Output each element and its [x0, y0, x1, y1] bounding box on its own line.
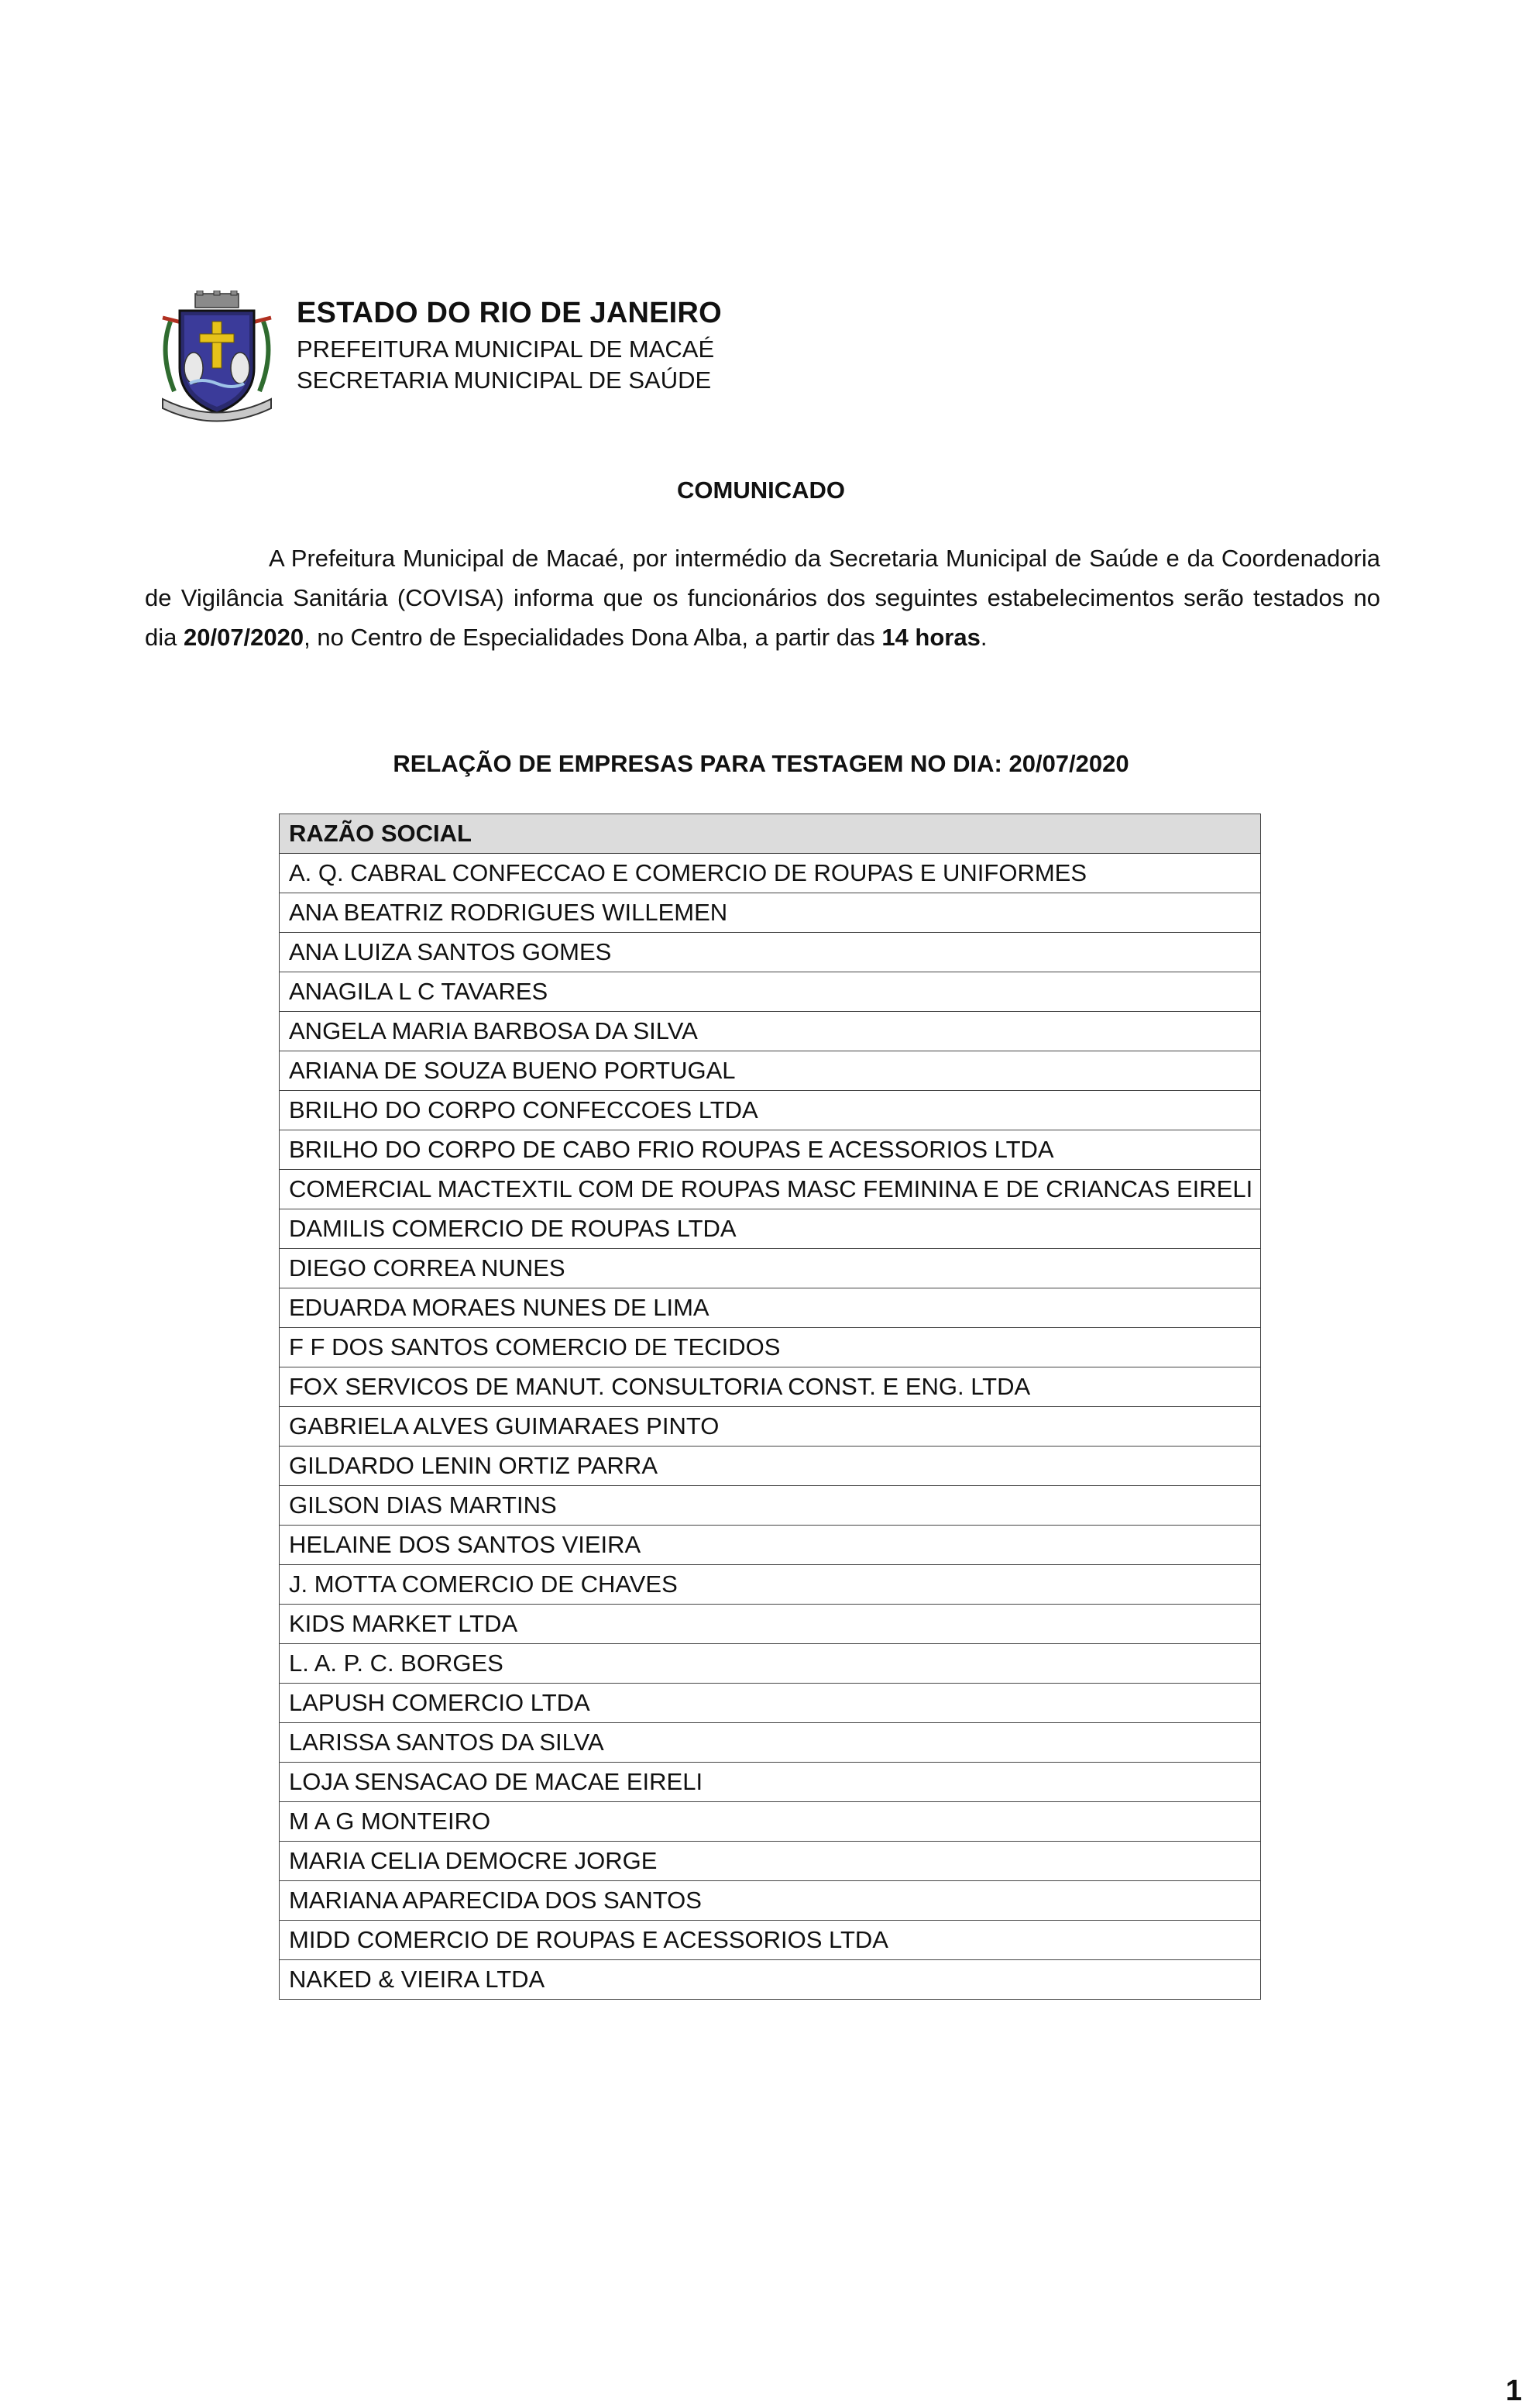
- companies-list-title: RELAÇÃO DE EMPRESAS PARA TESTAGEM NO DIA: 20/07/2020: [393, 750, 1129, 777]
- company-name-cell: ANGELA MARIA BARBOSA DA SILVA: [280, 1012, 1261, 1051]
- company-name-cell: ANAGILA L C TAVARES: [280, 972, 1261, 1012]
- company-name-cell: KIDS MARKET LTDA: [280, 1605, 1261, 1644]
- table-row: [280, 1644, 1261, 1684]
- companies-table: [279, 814, 1261, 2000]
- company-name-cell: GABRIELA ALVES GUIMARAES PINTO: [280, 1407, 1261, 1447]
- company-name-cell: LOJA SENSACAO DE MACAE EIRELI: [280, 1763, 1261, 1802]
- table-header-row: [280, 814, 1261, 854]
- table-row: [280, 1802, 1261, 1842]
- test-date: 20/07/2020: [183, 624, 304, 651]
- company-name-cell: NAKED & VIEIRA LTDA: [280, 1960, 1261, 2000]
- company-name-cell: GILSON DIAS MARTINS: [280, 1486, 1261, 1526]
- company-name-cell: HELAINE DOS SANTOS VIEIRA: [280, 1526, 1261, 1565]
- table-row: [280, 1921, 1261, 1960]
- company-name-cell: LAPUSH COMERCIO LTDA: [280, 1684, 1261, 1723]
- company-name-cell: ANA BEATRIZ RODRIGUES WILLEMEN: [280, 893, 1261, 933]
- table-row: [280, 1407, 1261, 1447]
- table-row: [280, 1288, 1261, 1328]
- table-row: [280, 1209, 1261, 1249]
- company-name-cell: DIEGO CORREA NUNES: [280, 1249, 1261, 1288]
- table-row: [280, 1763, 1261, 1802]
- company-name-cell: BRILHO DO CORPO CONFECCOES LTDA: [280, 1091, 1261, 1130]
- company-name-cell: F F DOS SANTOS COMERCIO DE TECIDOS: [280, 1328, 1261, 1367]
- announcement-paragraph: [145, 538, 1380, 657]
- table-row: [280, 1960, 1261, 2000]
- table-row: [280, 1526, 1261, 1565]
- table-row: [280, 1091, 1261, 1130]
- table-row: [280, 1051, 1261, 1091]
- table-row: [280, 854, 1261, 893]
- table-row: [280, 1328, 1261, 1367]
- company-name-cell: LARISSA SANTOS DA SILVA: [280, 1723, 1261, 1763]
- table-row: [280, 1447, 1261, 1486]
- table-row: [280, 1842, 1261, 1881]
- company-name-cell: A. Q. CABRAL CONFECCAO E COMERCIO DE ROUPAS E UNIFORMES: [280, 854, 1261, 893]
- table-row: [280, 1723, 1261, 1763]
- table-row: [280, 1130, 1261, 1170]
- table-row: [280, 933, 1261, 972]
- table-row: [280, 1565, 1261, 1605]
- table-row: [280, 972, 1261, 1012]
- company-name-cell: EDUARDA MORAES NUNES DE LIMA: [280, 1288, 1261, 1328]
- company-name-cell: BRILHO DO CORPO DE CABO FRIO ROUPAS E ACESSORIOS LTDA: [280, 1130, 1261, 1170]
- company-name-cell: MARIA CELIA DEMOCRE JORGE: [280, 1842, 1261, 1881]
- company-name-cell: MIDD COMERCIO DE ROUPAS E ACESSORIOS LTDA: [280, 1921, 1261, 1960]
- paragraph-text-2: , no Centro de Especialidades Dona Alba, a partir das: [304, 624, 882, 651]
- header-block: [297, 296, 722, 395]
- table-row: [280, 1486, 1261, 1526]
- table-row: [280, 1170, 1261, 1209]
- table-row: [280, 893, 1261, 933]
- paragraph-text-1: A Prefeitura Municipal de Macaé, por intermédio da Secretaria Municipal de Saúde e da Coordenadoria de Vigilância Sanitária (COVISA) informa que os funcionários dos seguintes estabelecimentos serão testados no dia: [145, 545, 1380, 651]
- companies-table-body: [280, 854, 1261, 2000]
- document-title: COMUNICADO: [677, 476, 845, 504]
- company-name-cell: M A G MONTEIRO: [280, 1802, 1261, 1842]
- column-header-razao-social: RAZÃO SOCIAL: [280, 814, 1261, 854]
- company-name-cell: COMERCIAL MACTEXTIL COM DE ROUPAS MASC FEMININA E DE CRIANCAS EIRELI: [280, 1170, 1261, 1209]
- company-name-cell: J. MOTTA COMERCIO DE CHAVES: [280, 1565, 1261, 1605]
- page-number: 1: [1505, 2375, 1522, 2407]
- company-name-cell: FOX SERVICOS DE MANUT. CONSULTORIA CONST. E ENG. LTDA: [280, 1367, 1261, 1407]
- company-name-cell: DAMILIS COMERCIO DE ROUPAS LTDA: [280, 1209, 1261, 1249]
- table-row: [280, 1249, 1261, 1288]
- test-time: 14 horas: [881, 624, 981, 651]
- paragraph-text-3: .: [980, 624, 988, 651]
- table-row: [280, 1012, 1261, 1051]
- table-row: [280, 1605, 1261, 1644]
- table-row: [280, 1684, 1261, 1723]
- company-name-cell: ANA LUIZA SANTOS GOMES: [280, 933, 1261, 972]
- table-row: [280, 1881, 1261, 1921]
- secretaria-name: SECRETARIA MUNICIPAL DE SAÚDE: [297, 366, 712, 394]
- company-name-cell: L. A. P. C. BORGES: [280, 1644, 1261, 1684]
- coat-of-arms-icon: [147, 291, 287, 422]
- state-name: ESTADO DO RIO DE JANEIRO: [297, 297, 722, 329]
- company-name-cell: ARIANA DE SOUZA BUENO PORTUGAL: [280, 1051, 1261, 1091]
- company-name-cell: MARIANA APARECIDA DOS SANTOS: [280, 1881, 1261, 1921]
- table-row: [280, 1367, 1261, 1407]
- company-name-cell: GILDARDO LENIN ORTIZ PARRA: [280, 1447, 1261, 1486]
- prefeitura-name: PREFEITURA MUNICIPAL DE MACAÉ: [297, 335, 715, 363]
